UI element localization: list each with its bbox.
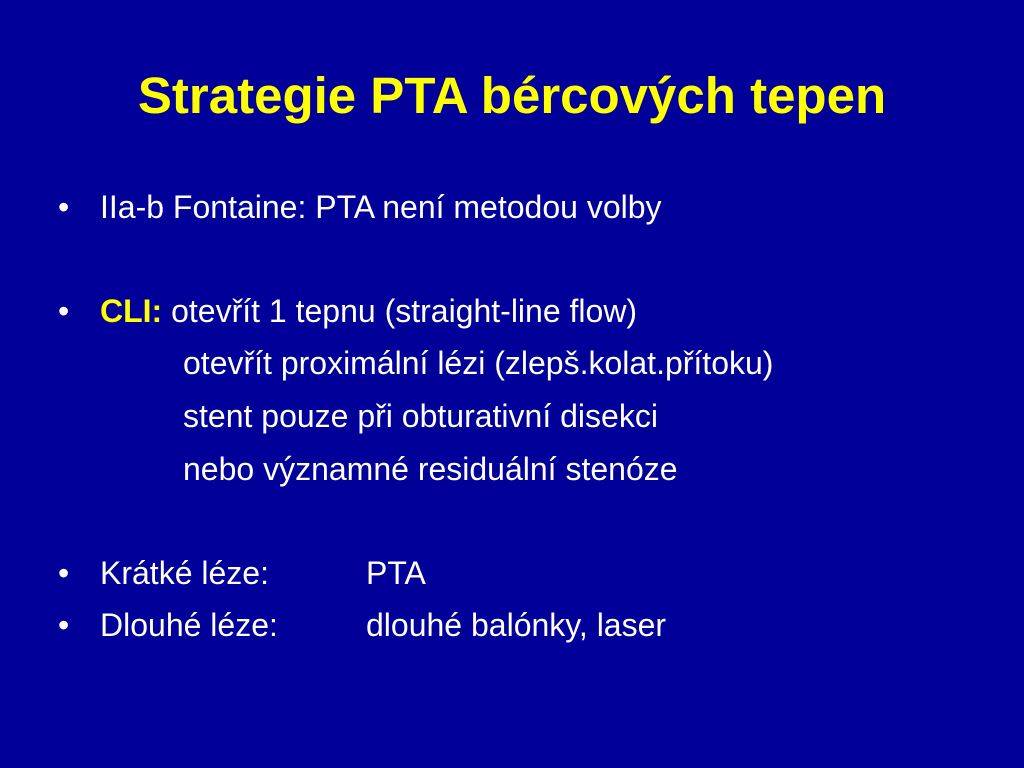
bullet-icon: •: [58, 293, 70, 329]
bullet-icon: •: [58, 189, 70, 225]
bullet-icon: •: [58, 555, 70, 591]
slide-title: Strategie PTA bércových tepen: [137, 67, 887, 124]
cli-subline-2: stent pouze při obturativní disekci: [183, 398, 658, 434]
cli-label: CLI:: [100, 293, 163, 329]
long-lesions-value: dlouhé balónky, laser: [366, 607, 667, 643]
long-lesions-label: Dlouhé léze:: [100, 607, 278, 643]
short-lesions-value: PTA: [366, 555, 426, 591]
cli-text: otevřít 1 tepnu (straight-line flow): [162, 293, 638, 329]
bullet-text: IIa-b Fontaine: PTA není metodou volby: [100, 189, 662, 225]
short-lesions-label: Krátké léze:: [100, 555, 269, 591]
cli-line: [100, 291, 637, 331]
cli-subline-1: otevřít proximální lézi (zlepš.kolat.přítoku): [183, 345, 774, 381]
bullet-icon: •: [58, 607, 70, 643]
cli-subline-3: nebo významné residuální stenóze: [183, 451, 678, 487]
